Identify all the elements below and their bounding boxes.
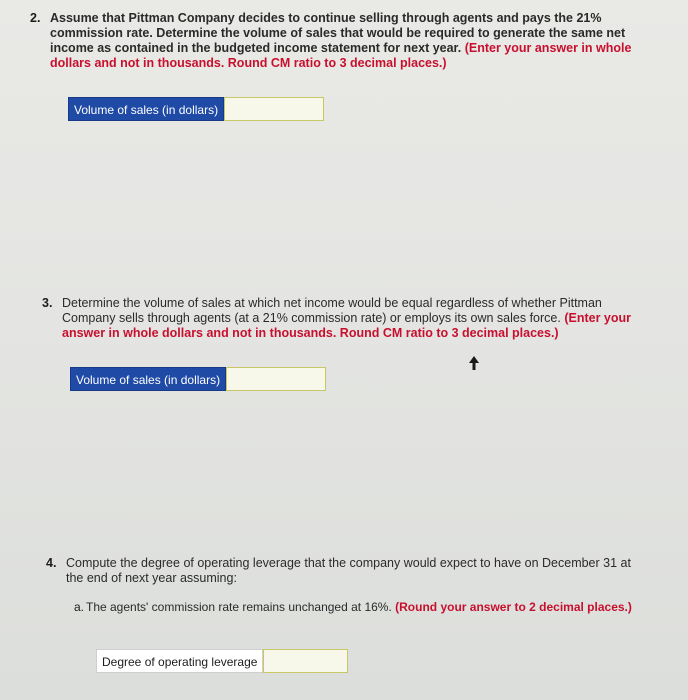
question-3 <box>42 296 632 341</box>
question-4 <box>46 556 646 586</box>
question-number: 4. <box>46 556 57 570</box>
answer-row-q2 <box>68 97 324 121</box>
subquestion-text: The agents' commission rate remains unchanged at 16%. <box>86 600 392 614</box>
question-number: 2. <box>30 11 41 25</box>
subquestion-instruction: (Round your answer to 2 decimal places.) <box>395 600 632 614</box>
question-instruction: (Enter your answer in whole dollars and not in thousands. Round CM ratio to 3 decimal places.) <box>62 311 631 340</box>
question-2 <box>30 11 655 71</box>
question-4a <box>74 600 634 615</box>
question-text: Assume that Pittman Company decides to continue selling through agents and pays the 21% commission rate. Determine the volume of sales that would be required to generate the same net income as contained in the budgeted income statement for next year. <box>50 11 626 55</box>
question-number: 3. <box>42 296 53 310</box>
field-label: Volume of sales (in dollars) <box>70 367 226 391</box>
question-text: Compute the degree of operating leverage that the company would expect to have on December 31 at the end of next year assuming: <box>66 556 631 585</box>
question-text: Determine the volume of sales at which net income would be equal regardless of whether Pittman Company sells through agents (at a 21% commission rate) or employs its own sales force. <box>62 296 602 325</box>
mouse-cursor-icon <box>467 355 481 371</box>
question-instruction: (Enter your answer in whole dollars and not in thousands. Round CM ratio to 3 decimal places.) <box>50 41 632 70</box>
volume-of-sales-input-q2[interactable] <box>224 97 324 121</box>
field-label: Volume of sales (in dollars) <box>68 97 224 121</box>
answer-row-q4a <box>96 649 348 673</box>
answer-row-q3 <box>70 367 326 391</box>
degree-of-operating-leverage-input[interactable] <box>263 649 348 673</box>
subquestion-letter: a. <box>74 600 85 614</box>
field-label: Degree of operating leverage <box>96 649 263 673</box>
volume-of-sales-input-q3[interactable] <box>226 367 326 391</box>
